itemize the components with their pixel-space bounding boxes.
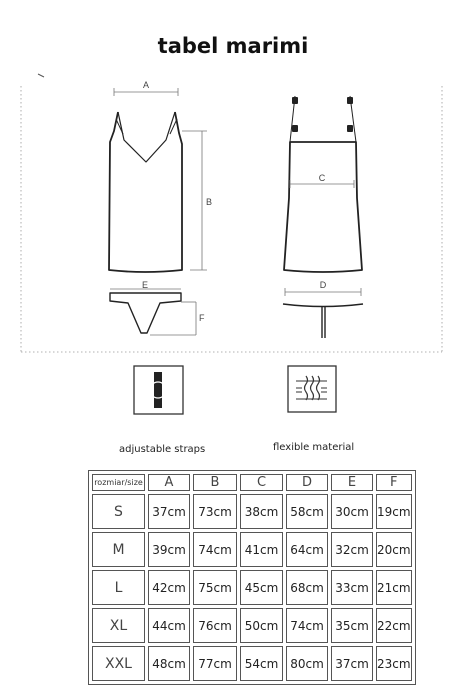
- adjustable-strap-icon: [134, 366, 183, 414]
- value-cell: 42cm: [148, 570, 190, 605]
- panty-outline: [110, 293, 181, 333]
- column-header: D: [286, 474, 328, 491]
- value-cell: 23cm: [376, 646, 412, 681]
- column-header: A: [148, 474, 190, 491]
- value-cell: 64cm: [286, 532, 328, 567]
- label-c: C: [318, 173, 326, 183]
- value-cell: 50cm: [240, 608, 283, 643]
- label-f: F: [199, 313, 205, 323]
- table-row: [92, 646, 412, 681]
- frame-tick: [38, 74, 44, 77]
- value-cell: 37cm: [331, 646, 373, 681]
- table-row: [92, 532, 412, 567]
- value-cell: 19cm: [376, 494, 412, 529]
- dotted-frame: [21, 86, 442, 352]
- value-cell: 76cm: [193, 608, 237, 643]
- measure-b: [182, 131, 207, 270]
- value-cell: 58cm: [286, 494, 328, 529]
- value-cell: 37cm: [148, 494, 190, 529]
- value-cell: 33cm: [331, 570, 373, 605]
- size-cell: S: [92, 494, 145, 529]
- value-cell: 68cm: [286, 570, 328, 605]
- page-title: tabel marimi: [157, 34, 309, 58]
- column-header: C: [240, 474, 283, 491]
- table-row: [92, 570, 412, 605]
- value-cell: 44cm: [148, 608, 190, 643]
- size-cell: M: [92, 532, 145, 567]
- value-cell: 38cm: [240, 494, 283, 529]
- value-cell: 32cm: [331, 532, 373, 567]
- label-e: E: [141, 280, 149, 290]
- value-cell: 74cm: [193, 532, 237, 567]
- back-strap-sliders: [292, 97, 353, 132]
- size-cell: XL: [92, 608, 145, 643]
- size-cell: L: [92, 570, 145, 605]
- value-cell: 35cm: [331, 608, 373, 643]
- size-cell: XXL: [92, 646, 145, 681]
- value-cell: 48cm: [148, 646, 190, 681]
- table-row: [92, 608, 412, 643]
- value-cell: 39cm: [148, 532, 190, 567]
- value-cell: 45cm: [240, 570, 283, 605]
- corner-cell: rozmiar/size: [92, 474, 145, 491]
- value-cell: 54cm: [240, 646, 283, 681]
- value-cell: 77cm: [193, 646, 237, 681]
- label-b: B: [206, 197, 213, 207]
- value-cell: 74cm: [286, 608, 328, 643]
- feature-label-straps: adjustable straps: [119, 444, 206, 455]
- value-cell: 80cm: [286, 646, 328, 681]
- label-a: A: [142, 80, 150, 90]
- value-cell: 20cm: [376, 532, 412, 567]
- feature-label-flexible: flexible material: [273, 442, 355, 453]
- value-cell: 75cm: [193, 570, 237, 605]
- measure-f: [150, 302, 196, 335]
- back-panty-outline: [283, 304, 363, 338]
- table-header-row: [92, 474, 412, 491]
- table-row: [92, 494, 412, 529]
- column-header: E: [331, 474, 373, 491]
- value-cell: 41cm: [240, 532, 283, 567]
- column-header: F: [376, 474, 412, 491]
- column-header: B: [193, 474, 237, 491]
- flexible-material-icon: [288, 366, 336, 412]
- value-cell: 21cm: [376, 570, 412, 605]
- front-dress-outline: [109, 112, 182, 272]
- value-cell: 30cm: [331, 494, 373, 529]
- label-d: D: [319, 280, 327, 290]
- value-cell: 22cm: [376, 608, 412, 643]
- size-table: [88, 470, 416, 685]
- value-cell: 73cm: [193, 494, 237, 529]
